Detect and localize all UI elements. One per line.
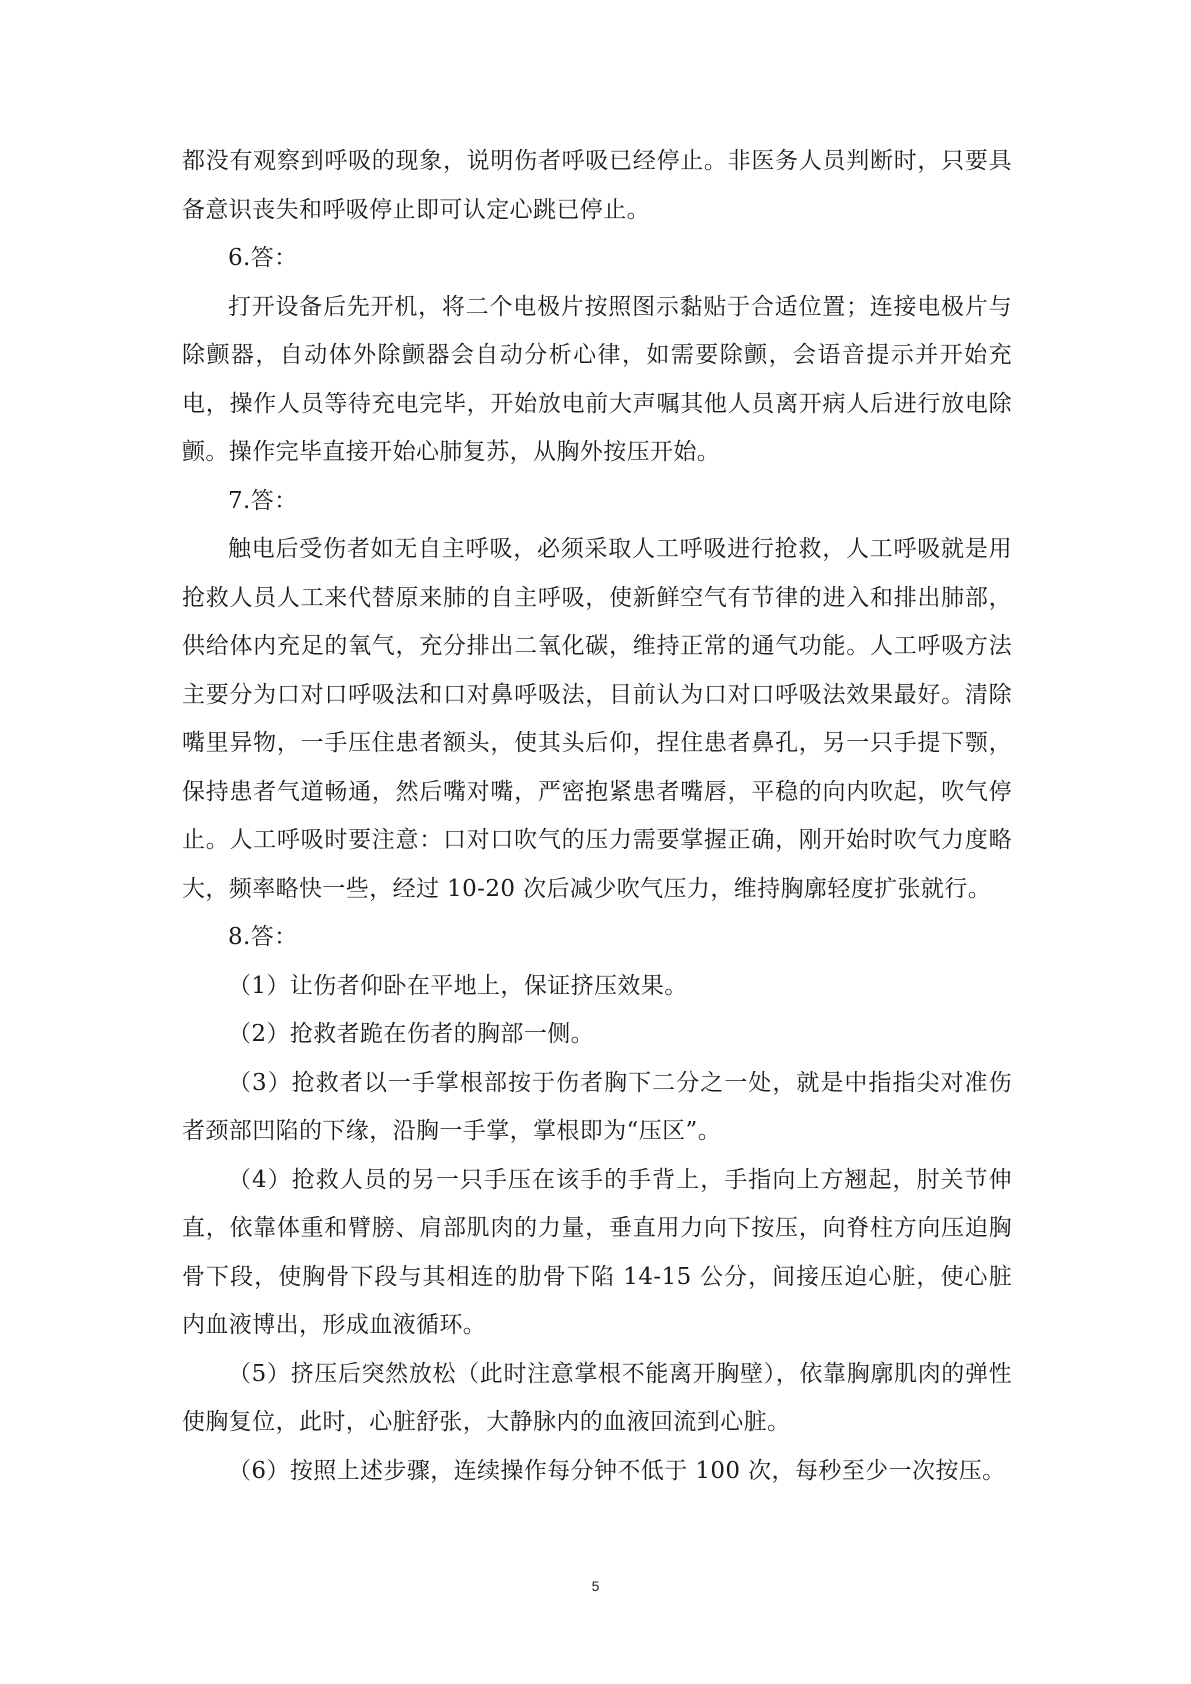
answer-6-text: 打开设备后先开机，将二个电极片按照图示黏贴于合适位置；连接电极片与除颤器，自动体外除颤器会自动分析心律，如需要除颤，会语音提示并开始充电，操作人员等待充电完毕，开始放电前大声嘱其他人员离开病人后进行放电除颤。操作完毕直接开始心肺复苏，从胸外按压开始。 [182, 293, 1012, 465]
document-body [182, 137, 1012, 1495]
answer-6-heading: 6.答： [228, 245, 298, 271]
step-3: （3）抢救者以一手掌根部按于伤者胸下二分之一处，就是中指指尖对准伤者颈部凹陷的下缘，沿胸一手掌，掌根即为“压区”。 [182, 1069, 1012, 1144]
step-2: （2）抢救者跪在伤者的胸部一侧。 [228, 1021, 595, 1047]
step-4: （4）抢救人员的另一只手压在该手的手背上，手指向上方翘起，肘关节伸直，依靠体重和臂膀、肩部肌肉的力量，垂直用力向下按压，向脊柱方向压迫胸骨下段，使胸骨下段与其相连的肋骨下陷 14-15 公分，间接压迫心脏，使心脏内血液博出，形成血液循环。 [182, 1166, 1012, 1338]
page-number: 5 [591, 1578, 600, 1594]
step-1: （1）让伤者仰卧在平地上，保证挤压效果。 [228, 972, 688, 999]
paragraph-continuation: 都没有观察到呼吸的现象，说明伤者呼吸已经停止。非医务人员判断时，只要具备意识丧失和呼吸停止即可认定心跳已停止。 [182, 148, 1012, 223]
step-6: （6）按照上述步骤，连续操作每分钟不低于 100 次，每秒至少一次按压。 [228, 1457, 1006, 1484]
answer-7-heading: 7.答： [228, 487, 298, 514]
step-5: （5）挤压后突然放松（此时注意掌根不能离开胸壁），依靠胸廓肌肉的弹性使胸复位，此时，心脏舒张，大静脉内的血液回流到心脏。 [182, 1360, 1012, 1435]
answer-8-heading: 8.答： [228, 924, 298, 950]
answer-7-text: 触电后受伤者如无自主呼吸，必须采取人工呼吸进行抢救，人工呼吸就是用抢救人员人工来代替原来肺的自主呼吸，使新鲜空气有节律的进入和排出肺部，供给体内充足的氧气，充分排出二氧化碳，维持正常的通气功能。人工呼吸方法主要分为口对口呼吸法和口对鼻呼吸法，目前认为口对口呼吸法效果最好。清除嘴里异物，一手压住患者额头，使其头后仰，捏住患者鼻孔，另一只手提下颚，保持患者气道畅通，然后嘴对嘴，严密抱紧患者嘴唇，平稳的向内吹起，吹气停止。人工呼吸时要注意：口对口吹气的压力需要掌握正确，刚开始时吹气力度略大，频率略快一些，经过 10-20 次后减少吹气压力，维持胸廓轻度扩张就行。 [182, 536, 1012, 902]
